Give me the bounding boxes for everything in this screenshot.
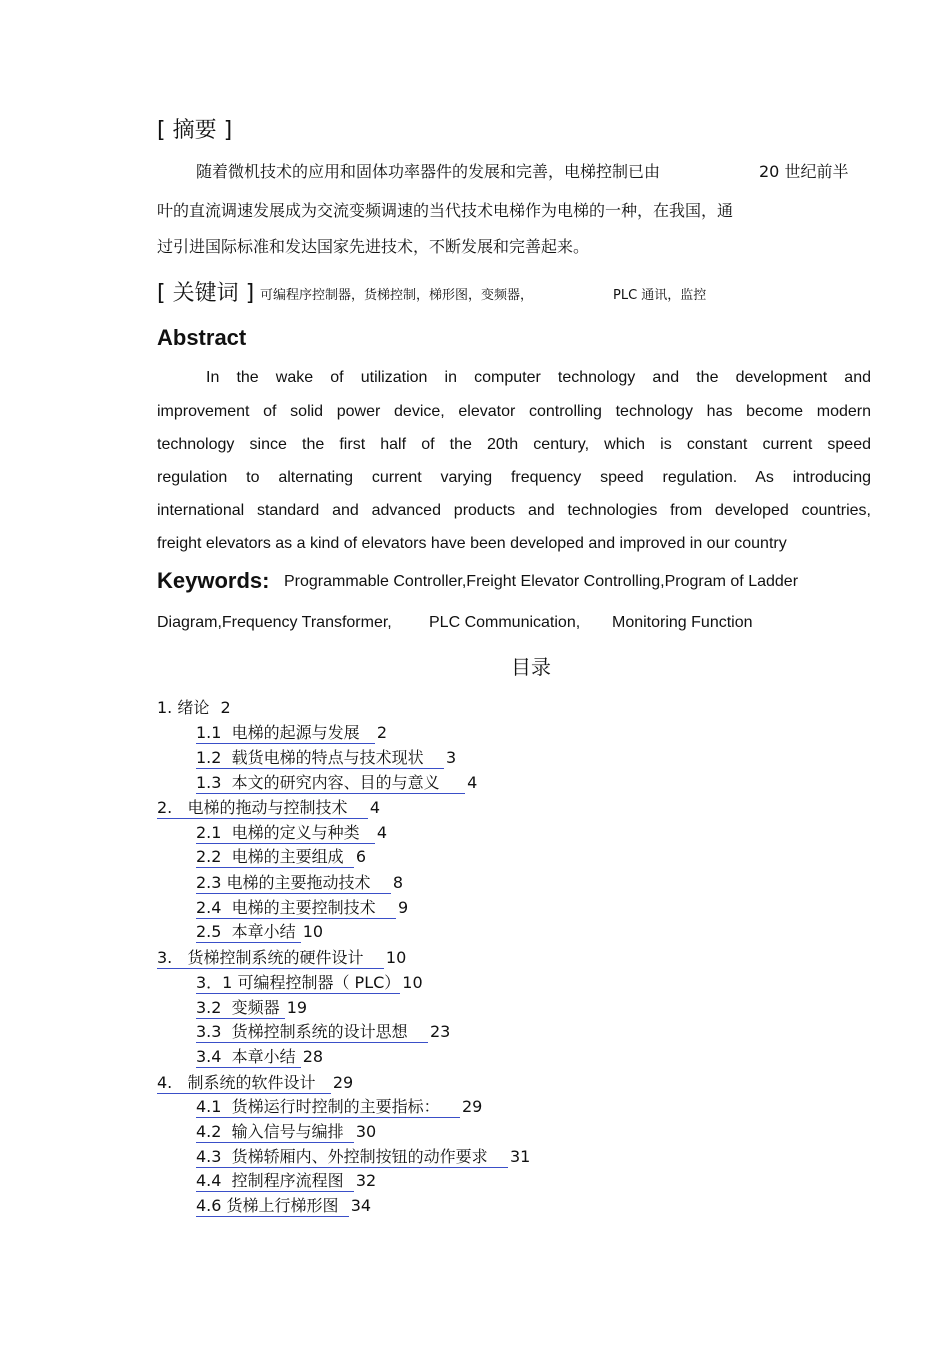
toc-title: 目录 bbox=[511, 655, 551, 679]
toc-entry-number: 1. 绪论 bbox=[157, 698, 210, 717]
toc-entry-number: 2.3 bbox=[196, 873, 222, 892]
toc-entry-page: 23 bbox=[429, 1022, 451, 1041]
toc-entry-title: 货梯上行梯形图 bbox=[226, 1196, 339, 1215]
toc-link[interactable] bbox=[196, 1122, 354, 1143]
toc-link[interactable] bbox=[157, 798, 368, 819]
toc-entry-4-3[interactable] bbox=[196, 1147, 530, 1168]
toc-entry-page: 3 bbox=[445, 748, 457, 767]
keywords-en-line2c: Monitoring Function bbox=[612, 614, 753, 631]
toc-link[interactable] bbox=[196, 773, 465, 794]
toc-link[interactable] bbox=[196, 748, 444, 769]
toc-link[interactable] bbox=[196, 723, 375, 744]
toc-entry-title: 电梯的起源与发展 bbox=[231, 723, 360, 742]
toc-link[interactable] bbox=[196, 847, 354, 868]
toc-entry-page: 29 bbox=[332, 1073, 354, 1092]
toc-entry-1-3[interactable] bbox=[196, 773, 477, 794]
toc-link[interactable] bbox=[196, 998, 285, 1019]
toc-entry-2-3[interactable] bbox=[196, 873, 403, 894]
toc-entry-title: 本章小结 bbox=[231, 922, 296, 941]
toc-entry-page: 28 bbox=[302, 1047, 324, 1066]
toc-entry-title: 货梯运行时控制的主要指标： bbox=[231, 1097, 440, 1116]
toc-entry-title: 货梯控制系统的设计思想 bbox=[231, 1022, 408, 1041]
toc-entry-title: 变频器 bbox=[231, 998, 280, 1017]
toc-link[interactable] bbox=[196, 873, 391, 894]
toc-entry-4-1[interactable] bbox=[196, 1097, 482, 1118]
keywords-en-line1: Programmable Controller,Freight Elevator Controlling,Program of Ladder bbox=[284, 573, 799, 590]
toc-link[interactable] bbox=[196, 1147, 508, 1168]
abstract-cn-line1a: 随着微机技术的应用和固体功率器件的发展和完善，电梯控制已由 bbox=[196, 162, 661, 181]
abstract-en-line5: international standard and advanced products and technologies from developed countries, bbox=[157, 502, 871, 519]
toc-entry-number: 1.1 bbox=[196, 723, 222, 742]
toc-entry-number: 2.5 bbox=[196, 922, 222, 941]
toc-entry-3-1[interactable] bbox=[196, 973, 423, 994]
toc-entry-title: 电梯的定义与种类 bbox=[231, 823, 360, 842]
toc-entry-page: 10 bbox=[302, 922, 324, 941]
toc-entry-number: 4.2 bbox=[196, 1122, 222, 1141]
toc-link[interactable] bbox=[196, 1171, 354, 1192]
toc-link[interactable] bbox=[196, 898, 396, 919]
toc-entry-2-2[interactable] bbox=[196, 847, 366, 868]
toc-entry-3-3[interactable] bbox=[196, 1022, 450, 1043]
toc-link[interactable] bbox=[157, 1073, 331, 1094]
abstract-en-line6: freight elevators as a kind of elevators have been developed and improved in our country bbox=[157, 535, 787, 552]
keywords-en-line2b: PLC Communication, bbox=[429, 614, 581, 631]
toc-link[interactable] bbox=[196, 973, 400, 994]
toc-link[interactable] bbox=[196, 823, 375, 844]
toc-entry-page: 4 bbox=[376, 823, 388, 842]
keywords-cn-heading: [ 关键词 ] bbox=[157, 281, 255, 306]
toc-link[interactable] bbox=[196, 1097, 460, 1118]
toc-entry-page: 9 bbox=[397, 898, 409, 917]
toc-entry-title: 电梯的主要组成 bbox=[231, 847, 344, 866]
toc-entry-number: 2.2 bbox=[196, 847, 222, 866]
toc-entry-page: 19 bbox=[286, 998, 308, 1017]
toc-entry-3[interactable] bbox=[157, 948, 406, 969]
toc-entry-page: 34 bbox=[350, 1196, 372, 1215]
toc-entry-3-2[interactable] bbox=[196, 998, 307, 1019]
toc-entry-number: 1.2 bbox=[196, 748, 222, 767]
toc-entry-number: 4.4 bbox=[196, 1171, 222, 1190]
abstract-cn-heading: [ 摘要 ] bbox=[157, 118, 233, 143]
toc-entry-number: 4.3 bbox=[196, 1147, 222, 1166]
toc-entry-number: 3．1 bbox=[196, 973, 233, 992]
toc-entry-number: 3. bbox=[157, 948, 173, 967]
keywords-cn-terms-b: PLC 通讯，监控 bbox=[613, 288, 707, 303]
toc-entry-title: 电梯的拖动与控制技术 bbox=[187, 798, 348, 817]
toc-entry-title: 控制程序流程图 bbox=[231, 1171, 344, 1190]
toc-entry-2-4[interactable] bbox=[196, 898, 408, 919]
abstract-cn-line3: 过引进国际标准和发达国家先进技术，不断发展和完善起来。 bbox=[157, 237, 590, 256]
keywords-en-line2a: Diagram,Frequency Transformer, bbox=[157, 614, 392, 631]
toc-entry-4-6[interactable] bbox=[196, 1196, 371, 1217]
toc-entry-2-5[interactable] bbox=[196, 922, 323, 943]
abstract-cn-line2: 叶的直流调速发展成为交流变频调速的当代技术电梯作为电梯的一种，在我国，通 bbox=[157, 201, 734, 220]
toc-link[interactable] bbox=[157, 948, 384, 969]
toc-entry-title: 载货电梯的特点与技术现状 bbox=[231, 748, 424, 767]
toc-entry-2[interactable] bbox=[157, 798, 380, 819]
toc-entry-title: 本文的研究内容、目的与意义 bbox=[231, 773, 440, 792]
toc-entry-title: 输入信号与编排 bbox=[231, 1122, 344, 1141]
toc-entry-title: 电梯的主要控制技术 bbox=[231, 898, 376, 917]
toc-entry-number: 4.6 bbox=[196, 1196, 222, 1215]
abstract-en-line1: In the wake of utilization in computer technology and the development and bbox=[206, 369, 871, 386]
toc-entry-title: 电梯的主要拖动技术 bbox=[226, 873, 371, 892]
abstract-en-heading: Abstract bbox=[157, 325, 247, 350]
toc-link[interactable] bbox=[196, 1022, 428, 1043]
toc-entry-page: 29 bbox=[461, 1097, 483, 1116]
toc-entry-page: 2 bbox=[376, 723, 388, 742]
toc-entry-page: 10 bbox=[385, 948, 407, 967]
toc-entry-title: 货梯控制系统的硬件设计 bbox=[187, 948, 364, 967]
toc-link[interactable] bbox=[196, 922, 301, 943]
abstract-en-line4: regulation to alternating current varying frequency speed regulation. As introducing bbox=[157, 469, 871, 486]
toc-entry-page: 6 bbox=[355, 847, 366, 866]
toc-entry-1 bbox=[157, 698, 231, 718]
toc-entry-title: 制系统的软件设计 bbox=[187, 1073, 316, 1092]
toc-entry-number: 2.4 bbox=[196, 898, 222, 917]
toc-entry-number: 3.4 bbox=[196, 1047, 222, 1066]
toc-entry-page: 10 bbox=[402, 973, 423, 992]
toc-link[interactable] bbox=[196, 1196, 349, 1217]
abstract-cn-line1b: 20 世纪前半 bbox=[759, 162, 849, 181]
toc-entry-4-2[interactable] bbox=[196, 1122, 376, 1143]
toc-link[interactable] bbox=[196, 1047, 301, 1068]
toc-entry-title: 可编程控制器（ PLC） bbox=[237, 973, 401, 992]
toc-entry-page: 8 bbox=[392, 873, 404, 892]
abstract-en-line2: improvement of solid power device, elevator controlling technology has become modern bbox=[157, 403, 871, 420]
toc-entry-4[interactable] bbox=[157, 1073, 353, 1094]
toc-entry-page: 4 bbox=[467, 773, 478, 792]
abstract-en-line3: technology since the first half of the 20th century, which is constant current speed bbox=[157, 436, 871, 453]
keywords-cn-terms-a: 可编程序控制器，货梯控制，梯形图，变频器， bbox=[260, 288, 534, 303]
toc-entry-page: 30 bbox=[355, 1122, 377, 1141]
toc-entry-page: 2 bbox=[220, 698, 231, 717]
toc-entry-number: 4. bbox=[157, 1073, 173, 1092]
toc-entry-page: 31 bbox=[509, 1147, 531, 1166]
toc-entry-number: 3.2 bbox=[196, 998, 222, 1017]
toc-entry-number: 2.1 bbox=[196, 823, 222, 842]
toc-entry-page: 4 bbox=[369, 798, 381, 817]
toc-entry-number: 1.3 bbox=[196, 773, 222, 792]
toc-entry-title: 本章小结 bbox=[231, 1047, 296, 1066]
toc-entry-1-1[interactable] bbox=[196, 723, 387, 744]
toc-entry-number: 3.3 bbox=[196, 1022, 222, 1041]
toc-entry-1-2[interactable] bbox=[196, 748, 456, 769]
toc-entry-2-1[interactable] bbox=[196, 823, 387, 844]
toc-entry-number: 2. bbox=[157, 798, 173, 817]
toc-entry-4-4[interactable] bbox=[196, 1171, 376, 1192]
toc-entry-page: 32 bbox=[355, 1171, 377, 1190]
toc-entry-number: 4.1 bbox=[196, 1097, 222, 1116]
toc-entry-title: 货梯轿厢内、外控制按钮的动作要求 bbox=[231, 1147, 488, 1166]
toc-entry-3-4[interactable] bbox=[196, 1047, 323, 1068]
keywords-en-heading: Keywords: bbox=[157, 568, 270, 593]
